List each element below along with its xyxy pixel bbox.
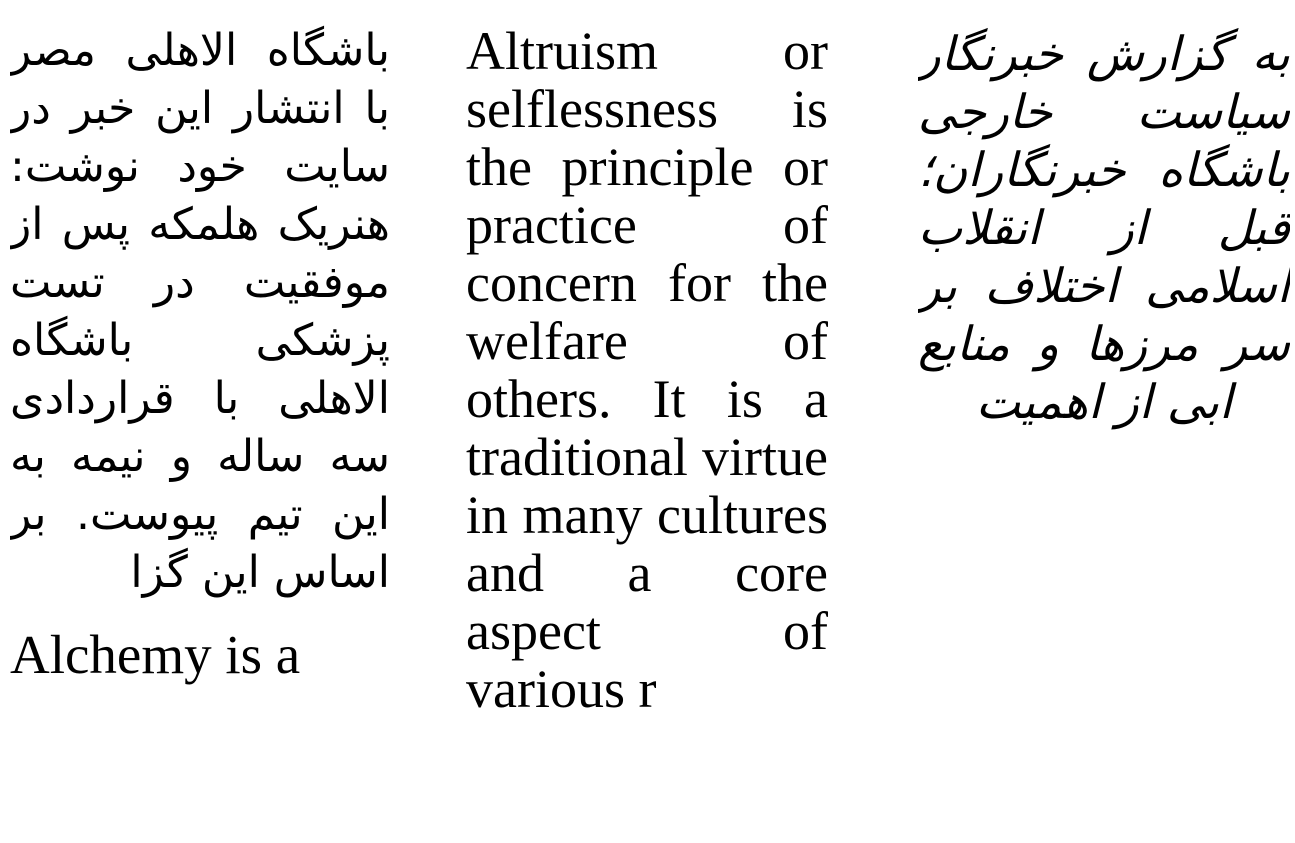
left-column bbox=[10, 0, 390, 843]
english-paragraph-left: Alchemy is a bbox=[10, 624, 301, 685]
middle-column bbox=[466, 0, 828, 843]
english-paragraph-middle: Altruism or selflessness is the principle or practice of concern for the welfare of others. It is a traditional virtue in many cultures and a core aspect of various r bbox=[466, 21, 828, 719]
persian-paragraph-left: باشگاه الاهلی مصر با انتشار این خبر در سایت خود نوشت: هنریک هلمکه پس از موفقیت در تست پزشکی باشگاه الاهلی با قراردادی سه ساله و نیمه به این تیم پیوست. بر اساس این گزا bbox=[10, 25, 390, 598]
persian-paragraph-right: به گزارش خبرنگار سیاست خارجی باشگاه خبرنگاران؛ قبل از انقلاب اسلامی اختلاف بر سر مرزها و منابع ابی از اهمیت bbox=[918, 27, 1290, 430]
right-column bbox=[918, 0, 1290, 843]
